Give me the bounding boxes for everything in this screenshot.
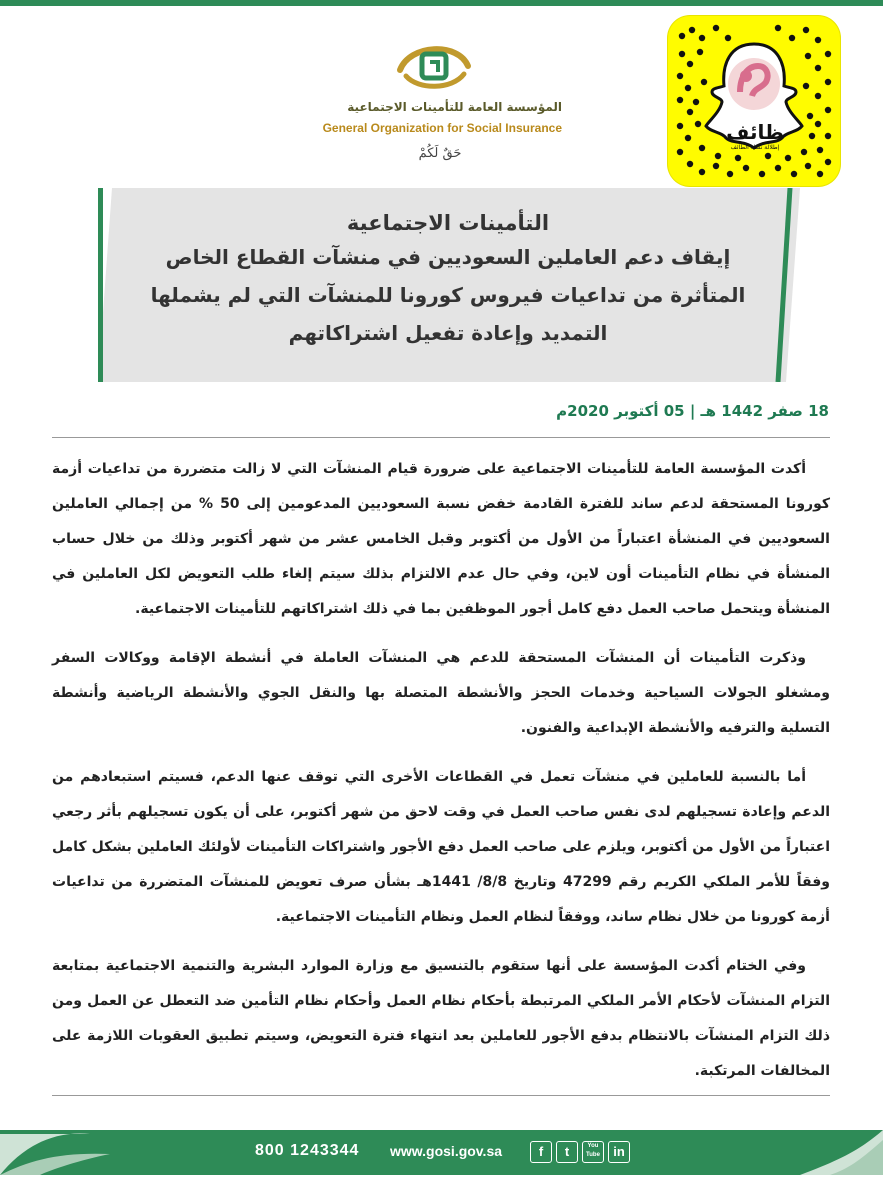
linkedin-icon[interactable]: in [608, 1141, 630, 1163]
youtube-icon[interactable]: You Tube [582, 1141, 604, 1163]
page-title-line-3: التمديد وإعادة تفعيل اشتراكاتهم [288, 321, 608, 345]
title-text [138, 208, 758, 352]
footer-phone[interactable]: 800 1243344 [255, 1142, 360, 1159]
gosi-emblem-icon [396, 36, 472, 92]
page-title-line-2: المتأثرة من تداعيات فيروس كورونا للمنشآت التي لم يشملها [150, 283, 746, 307]
publication-date: 18 صفر 1442 هـ | 05 أكتوبر 2020م [556, 402, 829, 420]
article-body [52, 452, 830, 1103]
page-kicker: التأمينات الاجتماعية [346, 211, 550, 235]
footer-bar [0, 1130, 883, 1175]
paragraph: وذكرت التأمينات أن المنشآت المستحقة للدعم هي المنشآت العاملة في أنشطة الإقامة ووكالات السفر ومشغلو الجولات السياحية وخدمات الحجز والأنشطة المتصلة بها والنقل الجوي والأنشطة الرياضية وأنشطة التسلية والترفيه والأنشطة الإبداعية والفنون. [52, 650, 830, 736]
footer-website-link[interactable]: www.gosi.gov.sa [390, 1143, 503, 1159]
logo-arabic-name: المؤسسة العامة للتأمينات الاجتماعية [347, 100, 562, 114]
snapcode-brand-name: ظائف [726, 120, 784, 144]
divider [52, 437, 830, 438]
logo-slogan: حَقٌ لَكُمْ [418, 146, 462, 161]
divider [52, 1095, 830, 1096]
gosi-logo [320, 36, 570, 176]
facebook-icon[interactable]: f [530, 1141, 552, 1163]
title-box [98, 188, 800, 382]
twitter-icon[interactable]: t [556, 1141, 578, 1163]
logo-english-name: General Organization for Social Insurance [322, 121, 562, 135]
snapcode[interactable] [668, 16, 840, 186]
top-green-rule [0, 0, 883, 6]
paragraph: أكدت المؤسسة العامة للتأمينات الاجتماعية على ضرورة قيام المنشآت التي لا زالت متضررة من تداعيات أزمة كورونا المستحقة لدعم ساند للفترة القادمة خفض نسبة السعوديين المدعومين إلى 50 % من إجمالي العاملين السعوديين في المنشأة اعتباراً من الأول من أكتوبر وقبل الخامس عشر من شهر أكتوبر وذلك من خلال حساب المنشأة في نظام التأمينات أون لاين، وفي حال عدم الالتزام بذلك سيتم إلغاء طلب التعويض لكل العاملين في المنشأة ويتحمل صاحب العمل دفع كامل أجور الموظفين بما في ذلك اشتراكاتهم للتأمينات الاجتماعية. [52, 461, 831, 617]
paragraph: وفي الختام أكدت المؤسسة على أنها ستقوم بالتنسيق مع وزارة الموارد البشرية والتنمية الاجتماعية بمتابعة التزام المنشآت لأحكام الأمر الملكي المرتبطة بأحكام نظام العمل وأحكام نظام التأمين ضد التعطل عن العمل ومن ذلك التزام المنشآت بالانتظام بدفع الأجور للعاملين بعد انتهاء فترة التعويض، وسيتم تطبيق العقوبات اللازمة على المخالفات المرتكبة. [52, 958, 830, 1079]
page-title-line-1: إيقاف دعم العاملين السعوديين في منشآت القطاع الخاص [165, 245, 731, 269]
paragraph: أما بالنسبة للعاملين في منشآت تعمل في القطاعات الأخرى التي توقف عنها الدعم، فسيتم استبعادهم من الدعم وإعادة تسجيلهم لدى نفس صاحب العمل في وقت لاحق من شهر أكتوبر، على أن يكون تسجيلهم بأثر رجعي اعتباراً من الأول من أكتوبر، ويلزم على صاحب العمل دفع الأجور واشتراكات التأمينات لأولئك العاملين بشكل كامل وفقاً للأمر الملكي الكريم رقم 47299 وتاريخ 8/8/ 1441هـ بشأن صرف تعويض للمنشآت المتضررة من تداعيات أزمة كورونا من خلال نظام ساند، ووفقاً لنظام العمل ونظام التأمينات الاجتماعية. [52, 769, 830, 925]
snapcode-brand-sub: إطلالة نساء الطائف [730, 144, 780, 151]
